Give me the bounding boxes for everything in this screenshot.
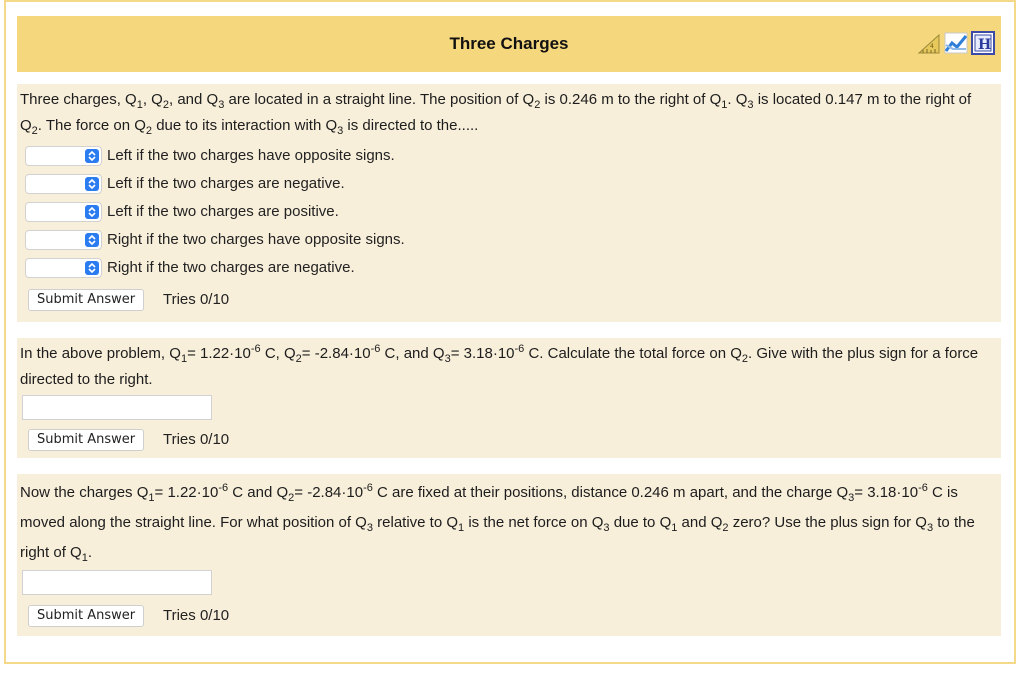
problem-1-options <box>20 142 1001 282</box>
answer-select-dropdown[interactable] <box>25 230 102 250</box>
problem-1-text: Three charges, $Q_1$, $Q_2$, and $Q_3$ are located in a straight line. The position of $Q_2$ is 0.246 m to the right of $Q_1$. $Q_3$ is located 0.147 m to the right of $Q_2$. The force on $Q_2$ due to its interaction with $Q_3$ is directed to the..... <box>20 91 972 137</box>
select-arrows-icon <box>85 233 99 247</box>
problem-2-text: In the above problem, $Q_1= 1.22\cdot 10^{-6}$ C, $Q_2= -2.84\cdot 10^{-6}$ C, and $Q_3= 3.18\cdot 10^{-6}$ C. Calculate the total force on $Q_2$. Give with the plus sign for a force directed to the right. <box>20 343 979 388</box>
ruler-triangle-icon[interactable] <box>917 31 941 55</box>
problem-title: Three Charges <box>449 34 569 53</box>
answer-option-label: Left if the two charges have opposite signs. <box>107 147 395 164</box>
select-arrows-icon <box>85 205 99 219</box>
svg-text:H: H <box>978 37 992 53</box>
submit-answer-button[interactable]: Submit Answer <box>28 605 144 627</box>
problem-2-section <box>17 338 1001 458</box>
submit-answer-button[interactable]: Submit Answer <box>28 289 144 311</box>
problem-2-answer-input[interactable] <box>22 395 212 420</box>
tries-counter: Tries 0/10 <box>163 291 230 308</box>
problem-1-section <box>17 84 1001 322</box>
problem-3-text: Now the charges $Q_1= 1.22\cdot 10^{-6}$ C and $Q_2= -2.84\cdot 10^{-6}$ C are fixed at their positions, distance 0.246 m apart, and the charge $Q_3= 3.18\cdot 10^{-6}$ C is moved along the straight line. For what position of $Q_3$ relative to $Q_1$ is the net force on $Q_3$ due to $Q_1$ and $Q_2$ zero? Use the plus sign for $Q_3$ to the right of $Q_1$. <box>20 482 975 564</box>
answer-select-dropdown[interactable] <box>25 146 102 166</box>
header-icons <box>917 31 995 55</box>
problem-3-submit-row <box>20 601 420 631</box>
answer-select-dropdown[interactable] <box>25 202 102 222</box>
answer-option-row <box>20 254 1001 282</box>
tries-counter: Tries 0/10 <box>163 607 230 624</box>
help-h-icon[interactable] <box>971 31 995 55</box>
submit-answer-button[interactable]: Submit Answer <box>28 429 144 451</box>
answer-select-dropdown[interactable] <box>25 258 102 278</box>
select-arrows-icon <box>85 149 99 163</box>
answer-option-label: Right if the two charges are negative. <box>107 259 355 276</box>
graph-icon[interactable] <box>944 31 968 55</box>
answer-option-row <box>20 170 1001 198</box>
problem-1-submit-row <box>20 285 1001 315</box>
answer-option-row <box>20 198 1001 226</box>
problem-3-answer-input[interactable] <box>22 570 212 595</box>
answer-option-row <box>20 226 1001 254</box>
answer-option-row <box>20 142 1001 170</box>
select-arrows-icon <box>85 177 99 191</box>
svg-text:4: 4 <box>930 43 934 50</box>
problem-3-section <box>17 474 1001 636</box>
problem-2-submit-row <box>20 425 420 455</box>
select-arrows-icon <box>85 261 99 275</box>
answer-option-label: Right if the two charges have opposite signs. <box>107 231 405 248</box>
tries-counter: Tries 0/10 <box>163 431 230 448</box>
answer-select-dropdown[interactable] <box>25 174 102 194</box>
answer-option-label: Left if the two charges are negative. <box>107 175 345 192</box>
problem-header <box>17 16 1001 72</box>
answer-option-label: Left if the two charges are positive. <box>107 203 339 220</box>
